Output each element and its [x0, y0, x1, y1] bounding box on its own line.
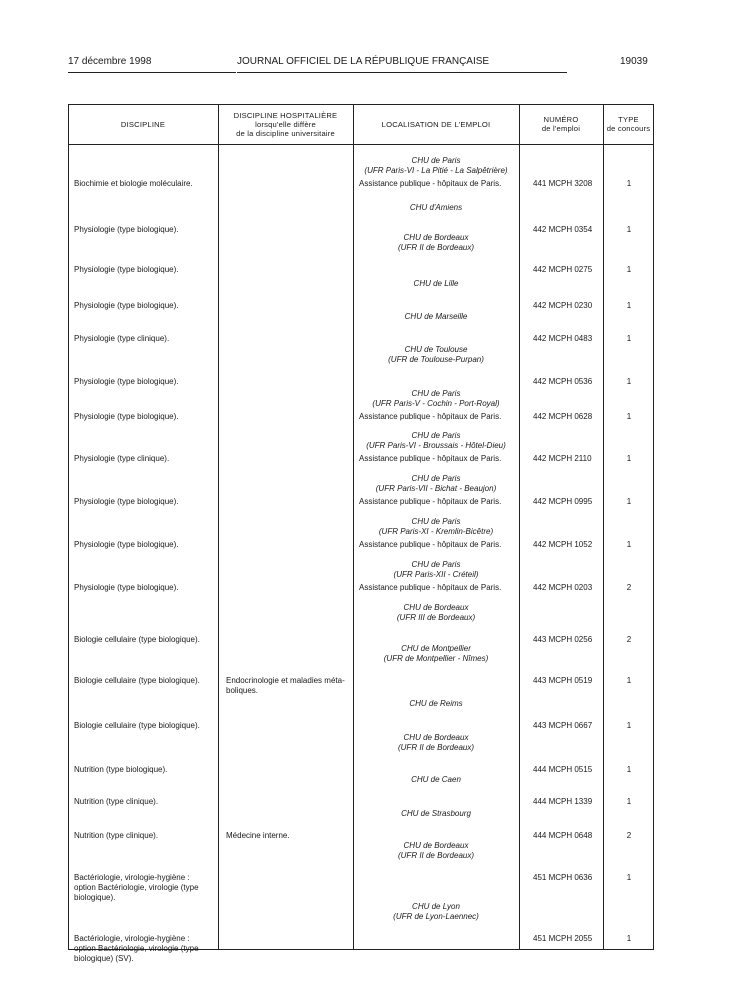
competition-type: 1 [626, 873, 632, 882]
competition-type: 1 [626, 497, 632, 506]
competition-type: 1 [626, 676, 632, 685]
position-number: 442 MCPH 0536 [533, 377, 593, 386]
competition-type: 1 [626, 179, 632, 188]
location-text: (UFR Paris-VI - La Pitié - La Salpêtrière) [364, 166, 508, 175]
location-text: CHU de Reims [409, 699, 463, 708]
competition-type: 2 [626, 635, 632, 644]
column-header-label: DISCIPLINE [120, 119, 166, 129]
discipline-text: Physiologie (type biologique). [74, 540, 179, 549]
location-text: CHU d'Amiens [409, 203, 463, 212]
competition-type: 1 [626, 721, 632, 730]
column-header-type [603, 104, 654, 144]
location-text: CHU de Caen [411, 775, 461, 784]
column-header-label: DISCIPLINE HOSPITALIÈRE [233, 110, 338, 120]
location-text: CHU de Bordeaux [403, 603, 469, 612]
header-rule-center [237, 72, 567, 73]
column-header-hospital-discipline [218, 104, 353, 144]
column-header-location [353, 104, 519, 144]
position-number: 442 MCPH 0203 [533, 583, 593, 592]
discipline-text: Bactériologie, virologie-hygiène : [74, 873, 190, 882]
discipline-text: Biologie cellulaire (type biologique). [74, 676, 200, 685]
discipline-text: Physiologie (type biologique). [74, 265, 179, 274]
discipline-text: Nutrition (type biologique). [74, 765, 168, 774]
position-number: 441 MCPH 3208 [533, 179, 593, 188]
position-number: 451 MCPH 2055 [533, 934, 593, 943]
location-text: CHU de Paris [411, 431, 461, 440]
competition-type: 1 [626, 540, 632, 549]
discipline-text: option Bactériologie, virologie (type [74, 944, 199, 953]
position-number: 442 MCPH 0354 [533, 225, 593, 234]
position-number: 444 MCPH 1339 [533, 797, 593, 806]
position-number: 443 MCPH 0256 [533, 635, 593, 644]
location-text: CHU de Bordeaux [403, 841, 469, 850]
discipline-text: Physiologie (type biologique). [74, 225, 179, 234]
column-header-label: lorsqu'elle diffère [255, 119, 316, 129]
discipline-text: Nutrition (type clinique). [74, 797, 159, 806]
discipline-text: Physiologie (type biologique). [74, 497, 179, 506]
positions-table [68, 104, 654, 963]
competition-type: 2 [626, 583, 632, 592]
location-text: CHU de Paris [411, 560, 461, 569]
competition-type: 1 [626, 301, 632, 310]
position-number: 443 MCPH 0519 [533, 676, 593, 685]
location-text: CHU de Toulouse [404, 345, 468, 354]
assistance-publique-text: Assistance publique - hôpitaux de Paris. [359, 540, 502, 549]
assistance-publique-text: Assistance publique - hôpitaux de Paris. [359, 412, 502, 421]
location-text: (UFR de Toulouse-Purpan) [388, 355, 484, 364]
competition-type: 1 [626, 225, 632, 234]
competition-type: 2 [626, 831, 632, 840]
assistance-publique-text: Assistance publique - hôpitaux de Paris. [359, 583, 502, 592]
location-text: CHU de Montpellier [401, 644, 471, 653]
column-header-label: de l'emploi [541, 124, 581, 133]
location-text: CHU de Paris [411, 389, 461, 398]
hospital-discipline-text: Endocrinologie et maladies méta- [226, 676, 345, 685]
assistance-publique-text: Assistance publique - hôpitaux de Paris. [359, 179, 502, 188]
assistance-publique-text: Assistance publique - hôpitaux de Paris. [359, 454, 502, 463]
location-text: (UFR Paris-XII - Créteil) [393, 570, 479, 579]
position-number: 451 MCPH 0636 [533, 873, 593, 882]
location-text: CHU de Bordeaux [403, 733, 469, 742]
location-text: CHU de Paris [411, 517, 461, 526]
location-text: (UFR II de Bordeaux) [397, 851, 475, 860]
position-number: 442 MCPH 0628 [533, 412, 593, 421]
position-number: 443 MCPH 0667 [533, 721, 593, 730]
column-header-label: NUMÉRO [543, 115, 579, 124]
competition-type: 1 [626, 765, 632, 774]
location-text: CHU de Strasbourg [401, 809, 471, 818]
column-divider [519, 104, 520, 950]
location-text: (UFR de Lyon-Laennec) [393, 912, 479, 921]
header-divider [68, 144, 654, 145]
discipline-text: Nutrition (type clinique). [74, 831, 159, 840]
position-number: 442 MCPH 0995 [533, 497, 593, 506]
location-text: (UFR Paris-VII - Bichat - Beaujon) [375, 484, 497, 493]
column-header-number [519, 104, 603, 144]
discipline-text: Physiologie (type biologique). [74, 583, 179, 592]
header-rule-left [68, 72, 236, 73]
competition-type: 1 [626, 265, 632, 274]
competition-type: 1 [626, 377, 632, 386]
column-header-label: de concours [606, 124, 651, 133]
discipline-text: Physiologie (type biologique). [74, 301, 179, 310]
position-number: 444 MCPH 0648 [533, 831, 593, 840]
column-header-label: TYPE [618, 115, 639, 124]
header-date: 17 décembre 1998 [68, 56, 152, 67]
location-text: (UFR II de Bordeaux) [397, 243, 475, 252]
competition-type: 1 [626, 454, 632, 463]
competition-type: 1 [626, 334, 632, 343]
discipline-text: option Bactériologie, virologie (type [74, 883, 199, 892]
discipline-text: biologique) (SV). [74, 954, 134, 963]
header-title: JOURNAL OFFICIEL DE LA RÉPUBLIQUE FRANÇAISE [237, 56, 490, 67]
location-text: (UFR Paris-VI - Broussais - Hôtel-Dieu) [366, 441, 506, 450]
location-text: (UFR Paris-XI - Kremlin-Bicêtre) [378, 527, 494, 536]
position-number: 442 MCPH 0275 [533, 265, 593, 274]
column-divider [603, 104, 604, 950]
column-header-label: de la discipline universitaire [236, 128, 335, 138]
position-number: 442 MCPH 2110 [533, 454, 592, 463]
column-header-discipline [68, 104, 218, 144]
assistance-publique-text: Assistance publique - hôpitaux de Paris. [359, 497, 502, 506]
discipline-text: Physiologie (type biologique). [74, 377, 179, 386]
location-text: CHU de Paris [411, 474, 461, 483]
competition-type: 1 [626, 412, 632, 421]
discipline-text: Physiologie (type clinique). [74, 334, 170, 343]
location-text: (UFR II de Bordeaux) [397, 743, 475, 752]
location-text: CHU de Paris [411, 156, 461, 165]
location-text: (UFR Paris-V - Cochin - Port-Royal) [372, 399, 500, 408]
position-number: 442 MCPH 0230 [533, 301, 593, 310]
location-text: CHU de Lille [413, 279, 459, 288]
position-number: 444 MCPH 0515 [533, 765, 593, 774]
location-text: (UFR de Montpellier - Nîmes) [383, 654, 489, 663]
column-header-label: LOCALISATION DE L'EMPLOI [381, 119, 491, 129]
position-number: 442 MCPH 1052 [533, 540, 593, 549]
location-text: CHU de Marseille [404, 312, 468, 321]
location-text: CHU de Lyon [412, 902, 460, 911]
location-text: (UFR III de Bordeaux) [396, 613, 476, 622]
competition-type: 1 [626, 797, 632, 806]
position-number: 442 MCPH 0483 [533, 334, 593, 343]
discipline-text: Biologie cellulaire (type biologique). [74, 635, 200, 644]
hospital-discipline-text: boliques. [226, 686, 259, 695]
discipline-text: Physiologie (type clinique). [74, 454, 170, 463]
discipline-text: Physiologie (type biologique). [74, 412, 179, 421]
location-text: CHU de Bordeaux [403, 233, 469, 242]
discipline-text: Biochimie et biologie moléculaire. [74, 179, 193, 188]
header-page-number: 19039 [620, 56, 648, 67]
competition-type: 1 [626, 934, 632, 943]
hospital-discipline-text: Médecine interne. [226, 831, 290, 840]
discipline-text: biologique). [74, 893, 116, 902]
discipline-text: Bactériologie, virologie-hygiène : [74, 934, 190, 943]
discipline-text: Biologie cellulaire (type biologique). [74, 721, 200, 730]
